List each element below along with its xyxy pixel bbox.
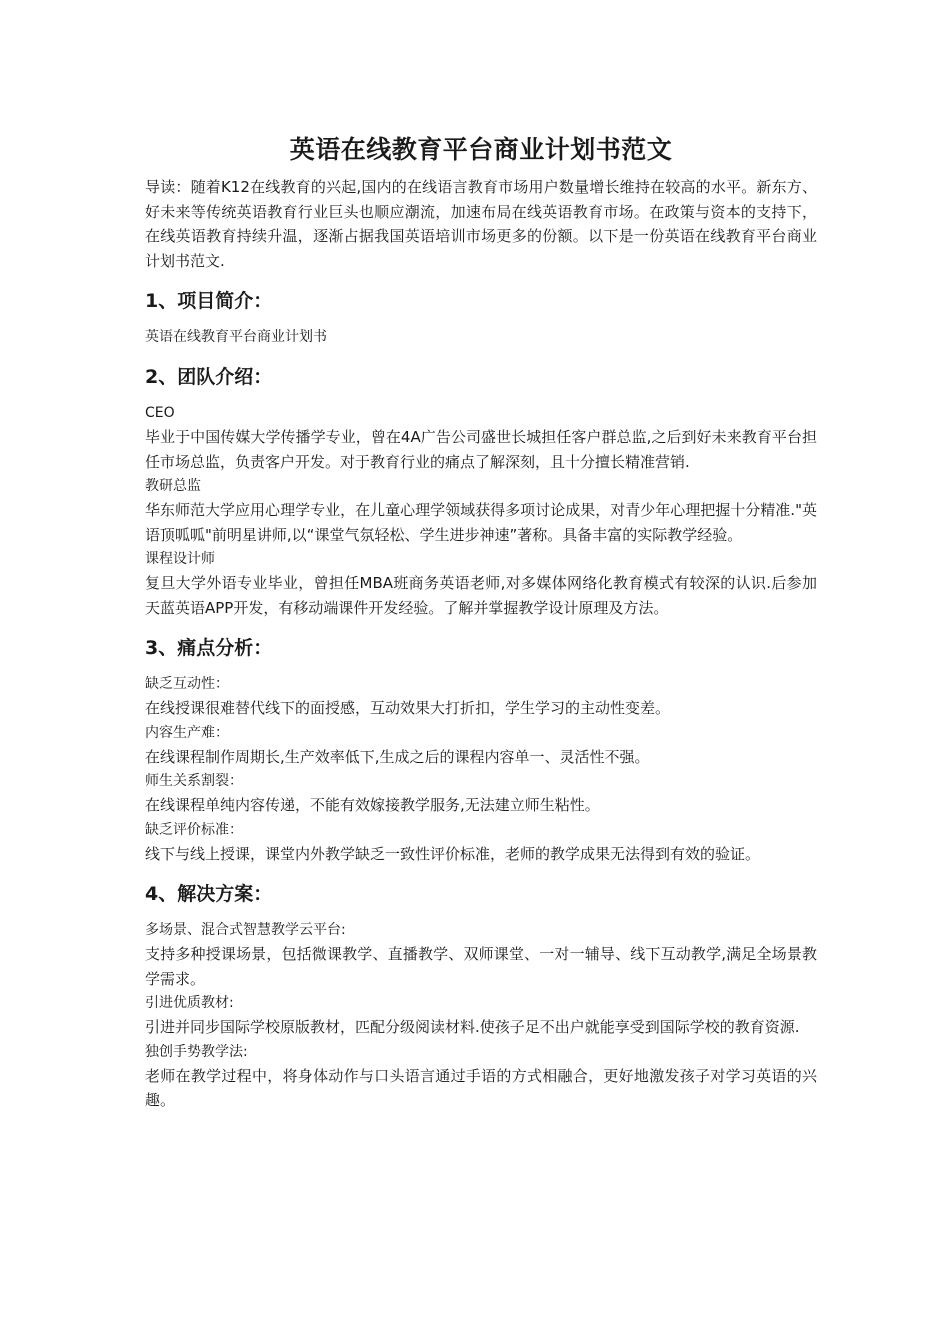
pain-point-label: 缺乏评价标准：	[145, 821, 243, 838]
solution-item	[145, 918, 817, 991]
document-title: 英语在线教育平台商业计划书范文	[289, 135, 673, 164]
section-heading-team: 2、团队介绍：	[145, 366, 273, 388]
pain-point-item	[145, 721, 817, 770]
pain-point-desc: 在线课程制作周期长,生产效率低下,生成之后的课程内容单一、灵活性不强。	[145, 747, 650, 766]
team-member-role: 教研总监	[145, 478, 201, 494]
pain-point-label: 内容生产难：	[145, 724, 229, 741]
pain-point-desc: 在线课程单纯内容传递，不能有效嫁接教学服务,无法建立师生粘性。	[145, 796, 600, 814]
team-member-desc: 华东师范大学应用心理学专业，在儿童心理学领域获得多项讨论成果，对青少年心理把握十分精准."英语顶呱呱"前明星讲师,以“课堂气氛轻松、学生进步神速”著称。具备丰富的实际教学经验。	[145, 501, 817, 544]
pain-point-item	[145, 769, 817, 818]
solution-label: 独创手势教学法:	[145, 1043, 248, 1060]
team-member-desc: 毕业于中国传媒大学传播学专业，曾在4A广告公司盛世长城担任客户群总监,之后到好未来教育平台担任市场总监，负责客户开发。对于教育行业的痛点了解深刻，且十分擅长精准营销.	[145, 428, 817, 471]
solution-desc: 支持多种授课场景，包括微课教学、直播教学、双师课堂、一对一辅导、线下互动教学,满足全场景教学需求。	[145, 945, 817, 988]
project-summary: 英语在线教育平台商业计划书	[145, 329, 327, 345]
intro-paragraph: 导读：随着K12在线教育的兴起,国内的在线语言教育市场用户数量增长维持在较高的水平。新东方、好未来等传统英语教育行业巨头也顺应潮流，加速布局在线英语教育市场。在政策与资本的支持下，在线英语教育持续升温，逐渐占据我国英语培训市场更多的份额。以下是一份英语在线教育平台商业计划书范文.	[145, 178, 817, 270]
team-member	[145, 474, 817, 547]
team-member-desc: 复旦大学外语专业毕业，曾担任MBA班商务英语老师,对多媒体网络化教育模式有较深的认识.后参加天蓝英语APP开发，有移动端课件开发经验。了解并掌握教学设计原理及方法。	[145, 574, 817, 617]
solution-desc: 引进并同步国际学校原版教材，匹配分级阅读材料.使孩子足不出户就能享受到国际学校的教育资源.	[145, 1018, 800, 1036]
team-member	[145, 547, 817, 620]
team-member-role: CEO	[145, 405, 175, 421]
team-member-role: 课程设计师	[145, 551, 215, 567]
solution-item	[145, 1040, 817, 1113]
solution-label: 引进优质教材:	[145, 995, 234, 1011]
section-heading-solutions: 4、解决方案：	[145, 883, 273, 905]
section-heading-project: 1、项目简介：	[145, 290, 273, 312]
pain-point-desc: 线下与线上授课，课堂内外教学缺乏一致性评价标准，老师的教学成果无法得到有效的验证。	[145, 844, 761, 863]
solution-label: 多场景、混合式智慧教学云平台:	[145, 922, 346, 938]
section-heading-pain-points: 3、痛点分析：	[145, 637, 273, 659]
solution-desc: 老师在教学过程中，将身体动作与口头语言通过手语的方式相融合，更好地激发孩子对学习英语的兴趣。	[145, 1066, 817, 1109]
pain-point-item	[145, 818, 817, 867]
pain-point-label: 缺乏互动性：	[145, 676, 229, 692]
team-member	[145, 401, 817, 474]
solution-item	[145, 991, 817, 1040]
document-body	[145, 133, 817, 1113]
pain-point-label: 师生关系割裂：	[145, 773, 243, 789]
pain-point-item	[145, 672, 817, 721]
pain-point-desc: 在线授课很难替代线下的面授感，互动效果大打折扣，学生学习的主动性变差。	[145, 699, 671, 717]
